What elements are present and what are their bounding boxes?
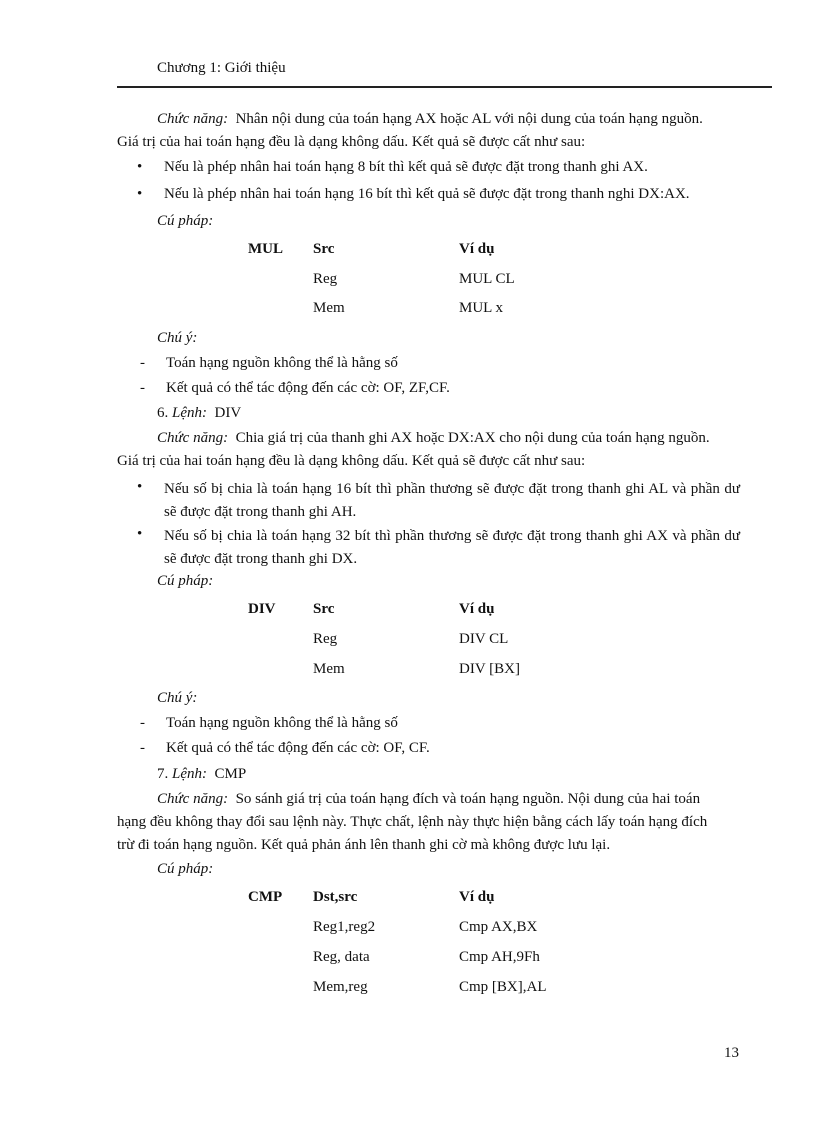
mul-row2-operand: Mem [313,300,345,316]
mul-row1-operand: Reg [313,271,338,287]
div-mnemonic: DIV [248,601,276,617]
cmp-mnemonic: CMP [248,889,283,905]
cmp-syntax-label: Cú pháp: [157,861,214,877]
mul-note-label: Chú ý: [157,330,198,346]
div-function-line2: Giá trị của hai toán hạng đều là dạng không dấu. Kết quả sẽ được cất như sau: [117,453,586,469]
mul-bullet-2: Nếu là phép nhân hai toán hạng 16 bít thì kết quả sẽ được đặt trong thanh nghi DX:AX. [164,186,690,202]
cmp-command-line: 7. Lệnh: CMP [157,766,247,782]
div-note-1: Toán hạng nguồn không thể là hằng số [166,715,398,731]
div-syntax-label: Cú pháp: [157,573,214,589]
dash-icon: - [140,380,145,396]
function-label: Chức năng: [157,111,229,127]
bullet-icon: • [137,526,143,542]
div-row1-operand: Reg [313,631,338,647]
mul-function-line1 [157,111,703,128]
cmp-row2-operand: Reg, data [313,949,370,965]
page-header: Chương 1: Giới thiệu [157,60,286,76]
dash-icon: - [140,740,145,756]
mul-row2-example: MUL x [459,300,504,316]
div-note-label: Chú ý: [157,690,198,706]
cmp-col1-header: Dst,src [313,889,358,905]
mul-col1-header: Src [313,241,335,257]
mul-bullet-1: Nếu là phép nhân hai toán hạng 8 bít thì kết quả sẽ được đặt trong thanh ghi AX. [164,159,648,175]
div-row2-operand: Mem [313,661,345,677]
mul-syntax-label: Cú pháp: [157,213,214,229]
bullet-icon: • [137,479,143,495]
cmp-row1-example: Cmp AX,BX [459,919,538,935]
cmp-function-line2: hạng đều không thay đổi sau lệnh này. Thực chất, lệnh này thực hiện bằng cách lấy toán hạng đích [117,814,708,830]
cmp-row3-example: Cmp [BX],AL [459,979,547,995]
div-command-line: 6. Lệnh: DIV [157,405,242,421]
cmp-function-line1: Chức năng: So sánh giá trị của toán hạng đích và toán hạng nguồn. Nội dung của hai toán [157,791,701,807]
cmp-col2-header: Ví dụ [459,889,495,905]
mul-mnemonic: MUL [248,241,283,257]
mul-row1-example: MUL CL [459,271,515,287]
div-bullet-1: Nếu số bị chia là toán hạng 16 bít thì phần thương sẽ được đặt trong thanh ghi AL và phần dư sẽ được đặt trong thanh ghi AH. [164,481,740,520]
div-row1-example: DIV CL [459,631,509,647]
mul-col2-header: Ví dụ [459,241,495,257]
cmp-row1-operand: Reg1,reg2 [313,919,376,935]
bullet-icon: • [137,186,143,202]
div-col2-header: Ví dụ [459,601,495,617]
div-bullet-2: Nếu số bị chia là toán hạng 32 bít thì phần thương sẽ được đặt trong thanh ghi AX và phần dư sẽ được đặt trong thanh ghi DX. [164,528,740,567]
mul-note-1: Toán hạng nguồn không thể là hằng số [166,355,398,371]
dash-icon: - [140,355,145,371]
header-rule [117,86,772,88]
dash-icon: - [140,715,145,731]
cmp-row3-operand: Mem,reg [313,979,368,995]
mul-function-line2: Giá trị của hai toán hạng đều là dạng không dấu. Kết quả sẽ được cất như sau: [117,134,586,150]
div-note-2: Kết quả có thể tác động đến các cờ: OF, CF. [166,740,430,756]
bullet-icon: • [137,159,143,175]
div-function-line1: Chức năng: Chia giá trị của thanh ghi AX hoặc DX:AX cho nội dung của toán hạng nguồn. [157,430,710,446]
div-row2-example: DIV [BX] [459,661,520,677]
div-col1-header: Src [313,601,335,617]
cmp-row2-example: Cmp AH,9Fh [459,949,540,965]
page-number: 13 [724,1045,739,1061]
function-text: Nhân nội dung của toán hạng AX hoặc AL với nội dung của toán hạng nguồn. [235,111,703,127]
mul-note-2: Kết quả có thể tác động đến các cờ: OF, ZF,CF. [166,380,450,396]
cmp-function-line3: trừ đi toán hạng nguồn. Kết quả phản ánh lên thanh ghi cờ mà không được lưu lại. [117,837,611,853]
